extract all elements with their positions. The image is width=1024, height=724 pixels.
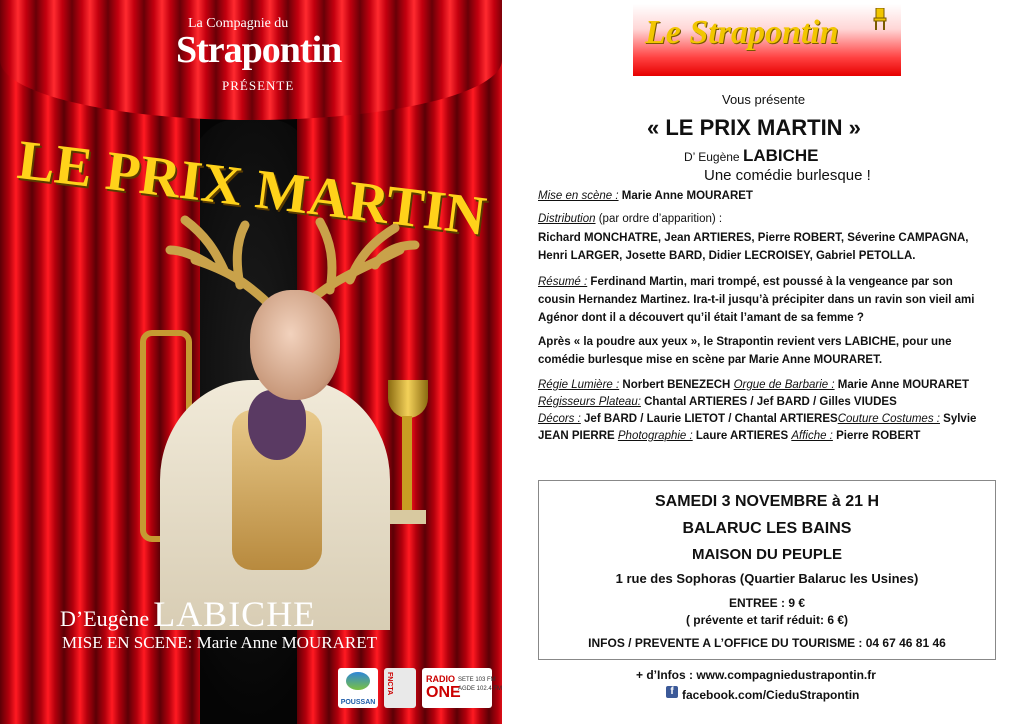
event-city: BALARUC LES BAINS — [682, 520, 852, 537]
summary-line: cousin Hernandez Martinez. Ira-t-il jusqu’à précipiter dans un ravin son vieil ami — [538, 294, 975, 306]
distribution-line: Richard MONCHATRE, Jean ARTIERES, Pierre ROBERT, Séverine CAMPAGNA, — [538, 232, 969, 244]
facebook-link[interactable]: facebook.com/CieduStrapontin — [682, 688, 860, 702]
chair-icon — [873, 8, 887, 30]
sponsor-poussan-logo: POUSSAN — [338, 668, 378, 708]
poster-author — [60, 593, 316, 635]
mise-en-scene-line: Mise en scène : Marie Anne MOURARET — [538, 190, 753, 202]
credits-line: Régie Lumière : Norbert BENEZECH Orgue de Barbarie : Marie Anne MOURARET — [538, 379, 969, 391]
website-link[interactable]: + d’Infos : www.compagniedustrapontin.fr — [636, 668, 876, 682]
head — [250, 290, 340, 400]
poster-image — [0, 0, 502, 724]
poster-title: LE PRIX MARTIN — [14, 128, 490, 248]
poussan-icon — [346, 672, 370, 690]
credits-line: JEAN PIERRE Photographie : Laure ARTIERES Affiche : Pierre ROBERT — [538, 430, 921, 442]
credits-line: Décors : Jef BARD / Laurie LIETOT / Chantal ARTIERESCouture Costumes : Sylvie — [538, 413, 977, 425]
sponsor-fncta-logo: FNCTA — [384, 668, 416, 708]
event-info-phone: INFOS / PREVENTE A L’OFFICE DU TOURISME : 04 67 46 81 46 — [588, 636, 946, 650]
poster-author-prefix: D’Eugène — [60, 606, 150, 631]
genre-line: Une comédie burlesque ! — [704, 167, 871, 184]
poster-company-logo: Strapontin — [176, 29, 342, 71]
event-date: SAMEDI 3 NOVEMBRE à 21 H — [654, 493, 880, 510]
credits-line: Régisseurs Plateau: Chantal ARTIERES / Jef BARD / Gilles VIUDES — [538, 396, 897, 408]
poster-company-line: La Compagnie du — [188, 16, 289, 31]
play-title: « LE PRIX MARTIN » — [647, 115, 861, 140]
author-line: D’ Eugène LABICHE — [684, 146, 819, 165]
facebook-icon: f — [666, 686, 678, 698]
trophy-stem — [402, 416, 412, 516]
trophy-icon — [388, 380, 428, 418]
event-reduced-price: ( prévente et tarif réduit: 6 €) — [685, 613, 849, 627]
summary-line: Agénor dont il a découvert qu’il était l’amant de sa femme ? — [538, 312, 864, 324]
trophy-base — [390, 510, 426, 524]
intro-text: Vous présente — [722, 92, 806, 107]
cravat — [248, 390, 306, 460]
after-line: Après « la poudre aux yeux », le Strapontin revient vers LABICHE, pour une — [538, 336, 952, 348]
poster-author-name: LABICHE — [153, 594, 317, 634]
poster-direction: MISE EN SCENE: Marie Anne MOURARET — [62, 633, 377, 652]
distribution-line: Henri LARGER, Josette BARD, Didier LECROISEY, Gabriel PETOLLA. — [538, 250, 916, 262]
actor-photo — [140, 210, 440, 630]
poster-presents: PRÉSENTE — [222, 78, 295, 93]
event-address: 1 rue des Sophoras (Quartier Balaruc les Usines) — [615, 571, 919, 586]
after-line: comédie burlesque mise en scène par Marie Anne MOURARET. — [538, 354, 883, 366]
brand-logo-text: Le Strapontin — [645, 14, 839, 51]
summary-line: Résumé : Ferdinand Martin, mari trompé, est poussé à la vengeance par son — [538, 276, 953, 288]
brand-banner — [633, 4, 901, 76]
author-name: LABICHE — [742, 146, 819, 165]
event-venue: MAISON DU PEUPLE — [691, 546, 842, 563]
event-price: ENTREE : 9 € — [728, 596, 806, 610]
sponsor-radio-one-logo: RADIO ONE SETE 103 FM AGDE 102.4 FM — [422, 668, 492, 708]
event-info-box — [538, 480, 996, 660]
distribution-heading: Distribution (par ordre d’apparition) : — [538, 213, 723, 225]
